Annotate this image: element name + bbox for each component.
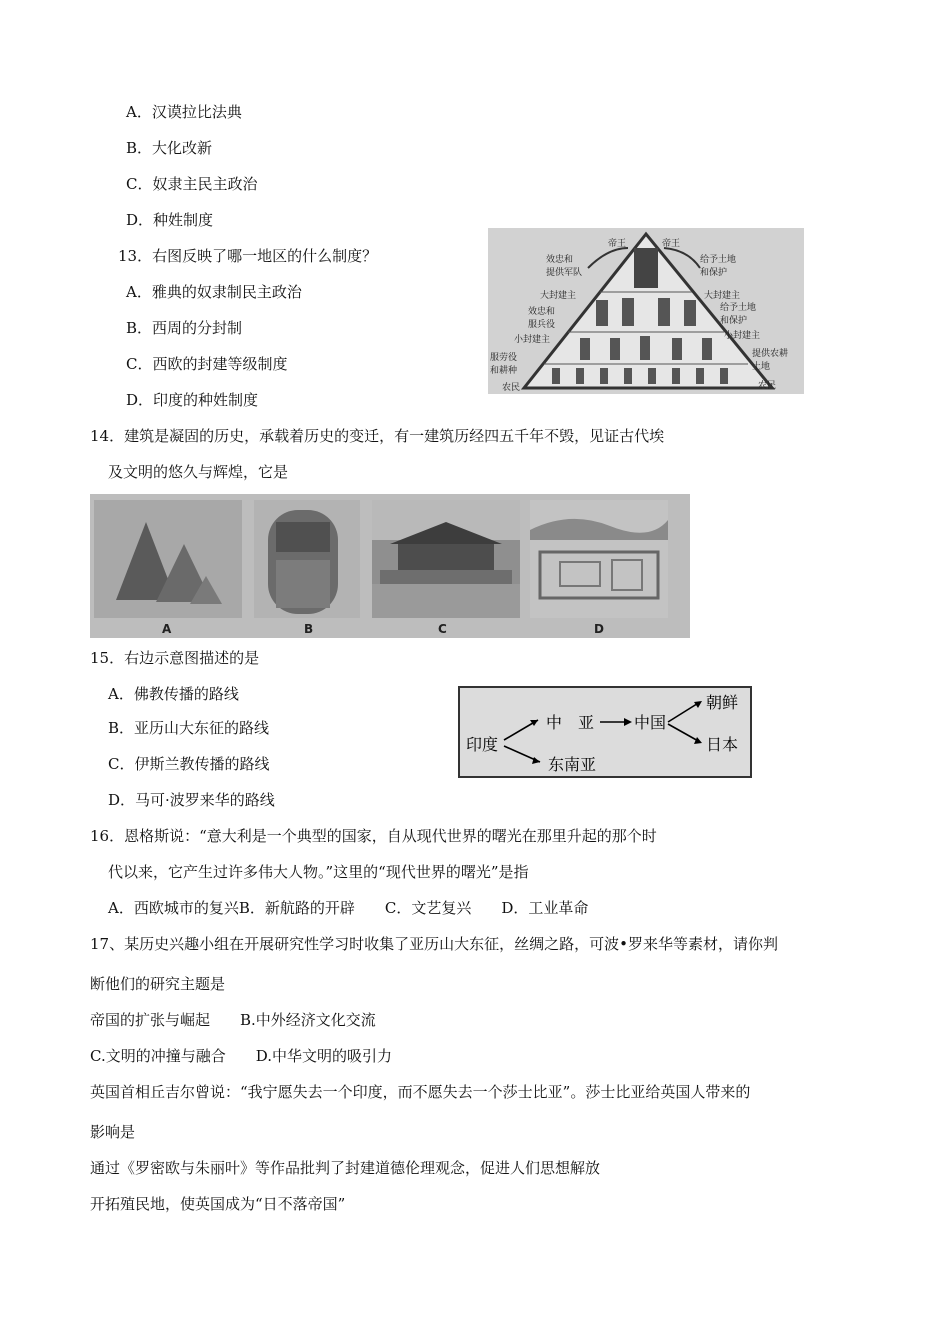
- q12-option-c: C．奴隶主民主政治: [126, 175, 258, 193]
- q12-option-b: B．大化改新: [126, 139, 213, 157]
- q18-option-2: 开拓殖民地，使英国成为“日不落帝国”: [90, 1195, 346, 1213]
- photo-label-c: C: [438, 622, 447, 636]
- pyramid-label-big-lord-right: 大封建主: [704, 291, 741, 301]
- pyramid-label-king-right: 帝王: [662, 239, 681, 249]
- q18-stem-line2: 影响是: [90, 1123, 136, 1141]
- q18-stem-line1: 英国首相丘吉尔曾说：“我宁愿失去一个印度，而不愿失去一个莎士比亚”。莎士比亚给英国人带来的: [90, 1083, 751, 1101]
- pyramid-label-give-land-1: 给予土地 和保护: [700, 255, 737, 278]
- map-korea: 朝鲜: [706, 693, 739, 712]
- q16-stem-line1: 16．恩格斯说：“意大利是一个典型的国家，自从现代世界的曙光在那里升起的那个时: [90, 827, 657, 845]
- q17-options-line2: C.文明的冲撞与融合 D.中华文明的吸引力: [90, 1047, 392, 1065]
- pyramid-label-small-lord: 小封建主: [514, 335, 551, 345]
- photo-a-pyramids: [94, 500, 242, 618]
- map-india: 印度: [466, 735, 499, 754]
- photo-c-palace: [372, 500, 520, 618]
- q17-options-line1: 帝国的扩张与崛起 B.中外经济文化交流: [90, 1011, 376, 1029]
- feudal-pyramid-figure: [488, 228, 804, 394]
- q18-option-1: 通过《罗密欧与朱丽叶》等作品批判了封建道德伦理观念，促进人们思想解放: [90, 1159, 601, 1177]
- photo-d-ruins: [530, 500, 668, 618]
- q13-option-c: C．西欧的封建等级制度: [126, 355, 288, 373]
- q17-stem-line2: 断他们的研究主题是: [90, 975, 226, 993]
- q14-stem-line1: 14．建筑是凝固的历史，承载着历史的变迁，有一建筑历经四五千年不毁，见证古代埃: [90, 427, 665, 445]
- pyramid-label-king-left: 帝王: [608, 239, 627, 249]
- q17-stem-line1: 17、某历史兴趣小组在开展研究性学习时收集了亚历山大东征，丝绸之路，可波•罗来华等素材，请你判: [90, 935, 778, 953]
- q13-option-d: D．印度的种姓制度: [126, 391, 259, 409]
- photo-label-a: A: [162, 622, 172, 636]
- q13-option-b: B．西周的分封制: [126, 319, 243, 337]
- map-japan: 日本: [706, 735, 739, 754]
- pyramid-label-loyal-army: 效忠和 提供军队: [546, 255, 583, 278]
- photo-label-d: D: [594, 622, 604, 636]
- pyramid-label-labor: 服劳役 和耕种: [490, 353, 518, 376]
- pyramid-label-provide-land: 提供农耕 土地: [752, 349, 789, 372]
- pyramid-label-small-lord-right: 小封建主: [724, 331, 761, 341]
- photo-label-b: B: [304, 622, 314, 636]
- map-southeast-asia: 东南亚: [548, 755, 597, 774]
- q14-stem-line2: 及文明的悠久与辉煌，它是: [108, 463, 289, 481]
- q15-option-d: D．马可·波罗来华的路线: [108, 791, 275, 809]
- pyramid-label-give-land-2: 给予土地 和保护: [720, 303, 757, 326]
- q15-option-a: A．佛教传播的路线: [108, 685, 239, 703]
- q16-stem-line2: 代以来，它产生过许多伟大人物。”这里的“现代世界的曙光”是指: [108, 863, 529, 881]
- map-china: 中国: [634, 713, 667, 732]
- pyramid-label-peasant-left: 农民: [502, 383, 521, 393]
- q15-option-c: C．伊斯兰教传播的路线: [108, 755, 270, 773]
- q12-option-d: D．种姓制度: [126, 211, 214, 229]
- q12-option-a: A．汉谟拉比法典: [126, 103, 242, 121]
- q13-option-a: A．雅典的奴隶制民主政治: [126, 283, 302, 301]
- q15-stem: 15．右边示意图描述的是: [90, 649, 260, 667]
- q14-photo-strip: [90, 494, 690, 638]
- q15-option-b: B．亚历山大东征的路线: [108, 719, 270, 737]
- pyramid-label-peasant-right: 农民: [758, 381, 777, 391]
- q16-options: A．西欧城市的复兴B．新航路的开辟 C．文艺复兴 D．工业革命: [108, 899, 589, 917]
- pyramid-label-loyal-tax: 效忠和 服兵役: [528, 307, 556, 330]
- q13-stem: 13．右图反映了哪一地区的什么制度？: [118, 247, 378, 265]
- map-central-asia: 中 亚: [546, 713, 595, 732]
- route-map-figure: [458, 686, 752, 778]
- photo-b-stele: [254, 500, 360, 618]
- pyramid-label-big-lord: 大封建主: [540, 291, 577, 301]
